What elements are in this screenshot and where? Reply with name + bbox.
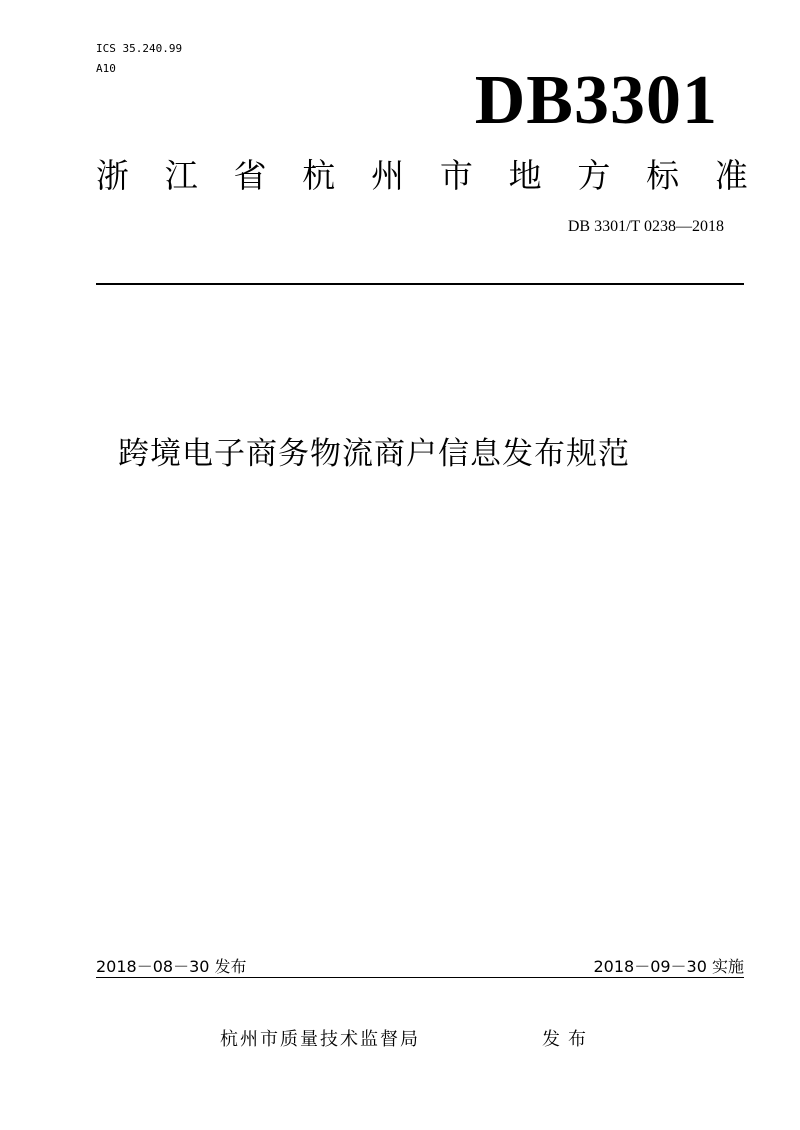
standard-type-char: 杭 (302, 156, 336, 195)
standard-type-char: 省 (233, 156, 267, 195)
standard-type-char: 州 (371, 156, 405, 195)
standard-code: DB3301 (474, 62, 718, 139)
header-divider (96, 283, 744, 285)
standard-type-heading (96, 154, 748, 198)
standard-type-char: 方 (577, 156, 611, 195)
classification-code: A10 (96, 62, 116, 75)
standard-type-char: 地 (508, 156, 542, 195)
effective-date: 2018－09－30 实施 (593, 957, 744, 976)
standard-type-char: 标 (646, 156, 680, 195)
standard-number: DB 3301/T 0238—2018 (567, 218, 724, 235)
standard-type-char: 江 (164, 156, 198, 195)
standard-type-char: 市 (439, 156, 473, 195)
standard-type-char: 浙 (96, 156, 129, 195)
issuing-authority: 杭州市质量技术监督局 (220, 1029, 420, 1050)
footer-divider (96, 977, 744, 978)
publish-date: 2018－08－30 发布 (96, 957, 247, 976)
issue-label: 发布 (542, 1029, 594, 1050)
standard-type-char: 准 (714, 156, 748, 195)
document-title: 跨境电子商务物流商户信息发布规范 (118, 436, 630, 472)
ics-code: ICS 35.240.99 (96, 42, 183, 55)
